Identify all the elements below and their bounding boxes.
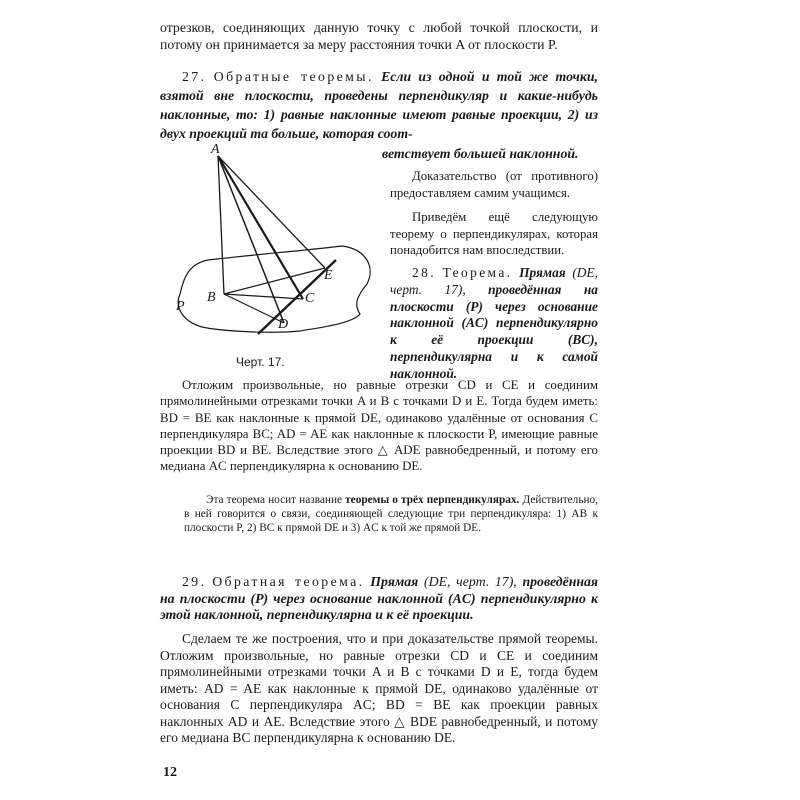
theorem-27-statement: Если из одной и той же точки, взятой вне плоскости, проведены перпендикуляр и какие-нибудь наклонные, то: 1) равные наклонные имеют равные проекции, 2) из двух проекций та больше, которая соот- bbox=[160, 69, 598, 141]
paragraph-proof: Доказательство (от противного) предоставляем самим учащимся. bbox=[390, 169, 598, 200]
paragraph-note: Эта теорема носит название теоремы о трёх перпендикулярах. Действительно, в ней говорится о связи, соединяющей следующие три перпендикуляра: 1) AB к плоскости P, 2) BC к прямой DE и 3) AC к той же прямой DE. bbox=[184, 494, 598, 534]
label-a: A bbox=[211, 142, 220, 157]
label-d: D bbox=[278, 317, 289, 332]
page-number: 12 bbox=[163, 765, 177, 780]
theorem-28: 28. Теорема. Прямая (DE, черт. 17), проведённая на плоскости (P) через основание наклонной (AC) перпендикулярно к её проекции (BC), перпендикулярна и к самой наклонной. bbox=[390, 265, 598, 381]
label-b: B bbox=[207, 290, 216, 305]
paragraph-construction: Отложим произвольные, но равные отрезки CD и CE и соединим прямолинейными отрезками точки A и B с точками D и E. Тогда будем иметь: BD = BE как наклонные к прямой DE, одинаково удалённые от основания C перпендикуляра BC; AD = AE как наклонные к плоскости P, имеющие равные проекции BD и BE. Вследствие этого △ ADE равнобедренный, и потому его медиана AC перпендикулярна к основанию DE. bbox=[160, 378, 598, 474]
theorem-27-heading: Обратные теоремы. bbox=[213, 69, 374, 84]
paragraph-proof-29: Сделаем те же построения, что и при доказательстве прямой теоремы. Отложим произвольные, но равные отрезки CD и CE и соединим прямолинейными отрезками точки A и B с точками D и E, тогда будем иметь: AD = AE как наклонные к прямой DE, одинаково удалённые от основания C перпендикуляра AC; BD = BE как проекции равных наклонных AD и AE. Вследствие этого △ BDE равнобедренный, и потому его медиана BC перпендикулярна к основанию DE. bbox=[160, 631, 598, 745]
segment-ab bbox=[218, 156, 224, 294]
theorem-28-statement: проведённая на плоскости (P) через основание наклонной (AC) перпендикулярно к её проекции (BC), перпендикулярна и к самой наклонной. bbox=[390, 281, 598, 381]
theorem-29: 29. Обратная теорема. Прямая (DE, черт. 17), проведённая на плоскости (P) через основание наклонной (AC) перпендикулярно к этой наклонной, перпендикулярна и к её проекции. bbox=[160, 574, 599, 622]
paragraph-intro: отрезков, соединяющих данную точку с любой точкой плоскости, и потому он принимается за меру расстояния точки A от плоскости P. bbox=[160, 20, 598, 52]
theorem-29-number: 29. bbox=[182, 574, 207, 589]
term-three-perpendiculars: теоремы о трёх перпендикулярах. bbox=[345, 494, 520, 506]
segment-ad bbox=[218, 156, 284, 323]
label-e: E bbox=[324, 268, 333, 283]
theorem-27 bbox=[160, 68, 598, 144]
theorem-29-heading: Обратная теорема. bbox=[212, 574, 365, 589]
label-c: C bbox=[305, 291, 315, 306]
theorem-29-statement: проведённая на плоскости (P) через основание наклонной (AC) перпендикулярно к этой наклонной, перпендикулярна и к её проекции. bbox=[160, 574, 599, 622]
theorem-28-heading: Теорема. bbox=[442, 265, 513, 280]
figure-17 bbox=[160, 138, 382, 354]
label-p: P bbox=[176, 299, 185, 314]
figure-caption: Черт. 17. bbox=[236, 355, 285, 369]
theorem-27-continued: ветствует большей наклонной. bbox=[382, 146, 579, 161]
segment-ae bbox=[218, 156, 325, 268]
theorem-27-number: 27. bbox=[182, 69, 207, 84]
theorem-28-number: 28. bbox=[412, 265, 436, 280]
segment-bc bbox=[224, 294, 303, 299]
paragraph-more: Приведём ещё следующую теорему о перпендикулярах, которая понадобится нам впоследствии. bbox=[390, 210, 598, 257]
